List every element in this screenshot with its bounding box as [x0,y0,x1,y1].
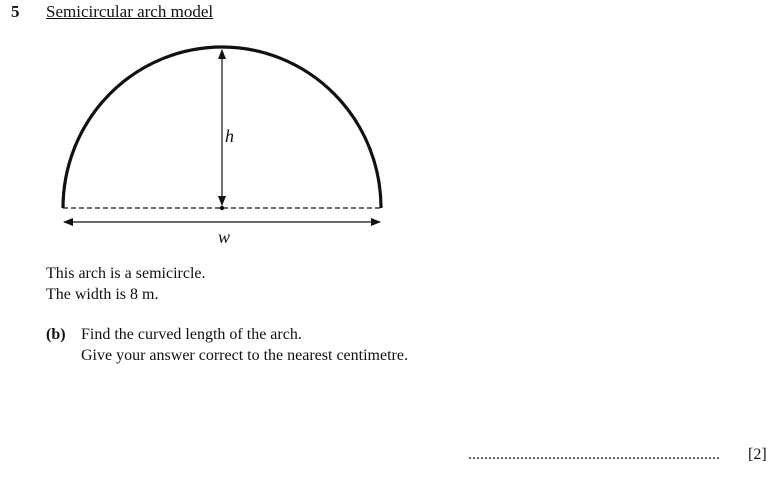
width-label: w [218,227,231,247]
answer-line[interactable] [468,446,720,464]
question-number: 5 [11,2,20,21]
statement-width: The width is 8 m. [46,286,159,303]
part-label: (b) [46,326,66,343]
height-label: h [225,126,234,146]
part-instruction-2: Give your answer correct to the nearest centimetre. [81,347,408,364]
statement-semicircle: This arch is a semicircle. [46,265,206,282]
question-title: Semicircular arch model [46,2,214,21]
marks-label: [2] [748,446,767,463]
part-instruction-1: Find the curved length of the arch. [81,326,302,343]
answer-dots: ............................................................... [468,446,720,463]
centre-point [220,206,224,210]
